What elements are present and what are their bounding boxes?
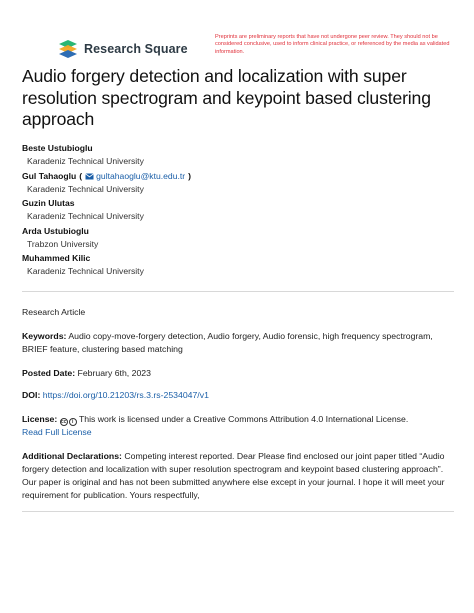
doi-link[interactable]: https://doi.org/10.21203/rs.3.rs-2534047/v1 bbox=[42, 390, 209, 400]
author-affiliation: Karadeniz Technical University bbox=[27, 211, 144, 221]
author-name: Muhammed Kilic bbox=[22, 253, 91, 263]
preprint-disclaimer: Preprints are preliminary reports that have not undergone peer review. They should not be considered conclusive, used to inform clinical practice, or referenced by the media as validated information. bbox=[215, 34, 450, 55]
article-type bbox=[22, 306, 456, 319]
envelope-icon bbox=[85, 173, 94, 180]
license-text: This work is licensed under a Creative Commons Attribution 4.0 International License. bbox=[78, 414, 409, 424]
author-affiliation: Karadeniz Technical University bbox=[27, 156, 144, 166]
article-title: Audio forgery detection and localization with super resolution spectrogram and keypoint based clustering approach bbox=[22, 66, 431, 129]
by-icon: i bbox=[69, 418, 77, 426]
page-header bbox=[57, 34, 452, 64]
declarations-value: Competing interest reported. Dear Please find enclosed our joint paper titled “Audio forgery detection and localization with super resolution spectrogram and keypoint based clustering approach”. Our paper is original and has not been submitted anywhere else except in your journal. I hope it will meet your requirement for publication. Yours respectfully, bbox=[22, 451, 445, 500]
author-item bbox=[22, 252, 452, 279]
keywords bbox=[22, 330, 456, 356]
doi-label: DOI: bbox=[22, 390, 41, 400]
author-email: gultahaoglu@ktu.edu.tr bbox=[96, 170, 186, 181]
declarations-label: Additional Declarations: bbox=[22, 451, 122, 461]
research-square-logo[interactable] bbox=[57, 38, 188, 60]
author-item bbox=[22, 142, 452, 169]
posted-date-value: February 6th, 2023 bbox=[77, 368, 151, 378]
cc-icon: cc bbox=[60, 419, 67, 425]
author-affiliation: Karadeniz Technical University bbox=[27, 183, 144, 194]
posted-date bbox=[22, 367, 456, 380]
author-item bbox=[22, 225, 452, 252]
posted-date-label: Posted Date: bbox=[22, 368, 76, 378]
license-icons bbox=[60, 418, 77, 426]
author-affiliation: Trabzon University bbox=[27, 238, 99, 249]
corresponding-author bbox=[22, 170, 452, 183]
email-wrapper: ( bbox=[79, 170, 83, 181]
author-list bbox=[22, 142, 452, 280]
author-item bbox=[22, 197, 452, 224]
author-name: Beste Ustubioglu bbox=[22, 143, 93, 153]
author-item bbox=[22, 170, 452, 197]
research-square-logo-icon bbox=[57, 38, 79, 60]
author-name: Guzin Ulutas bbox=[22, 198, 75, 208]
keywords-value: Audio copy-move-forgery detection, Audio forgery, Audio forensic, high frequency spectrogram, BRIEF feature, clustering based matching bbox=[22, 331, 433, 354]
section-divider-bottom bbox=[22, 511, 454, 512]
read-full-license-link[interactable]: Read Full License bbox=[22, 427, 92, 437]
logo-text: Research Square bbox=[84, 42, 188, 56]
author-affiliation: Karadeniz Technical University bbox=[27, 266, 144, 276]
author-name: Gul Tahaoglu bbox=[22, 170, 77, 181]
doi bbox=[22, 389, 456, 402]
article-type-value: Research Article bbox=[22, 307, 86, 317]
section-divider bbox=[22, 291, 454, 292]
author-email-link[interactable] bbox=[85, 170, 185, 183]
additional-declarations bbox=[22, 450, 456, 502]
license-label: License: bbox=[22, 414, 58, 424]
keywords-label: Keywords: bbox=[22, 331, 67, 341]
author-name: Arda Ustubioglu bbox=[22, 225, 89, 236]
email-wrapper-close: ) bbox=[188, 170, 192, 181]
license bbox=[22, 413, 456, 439]
